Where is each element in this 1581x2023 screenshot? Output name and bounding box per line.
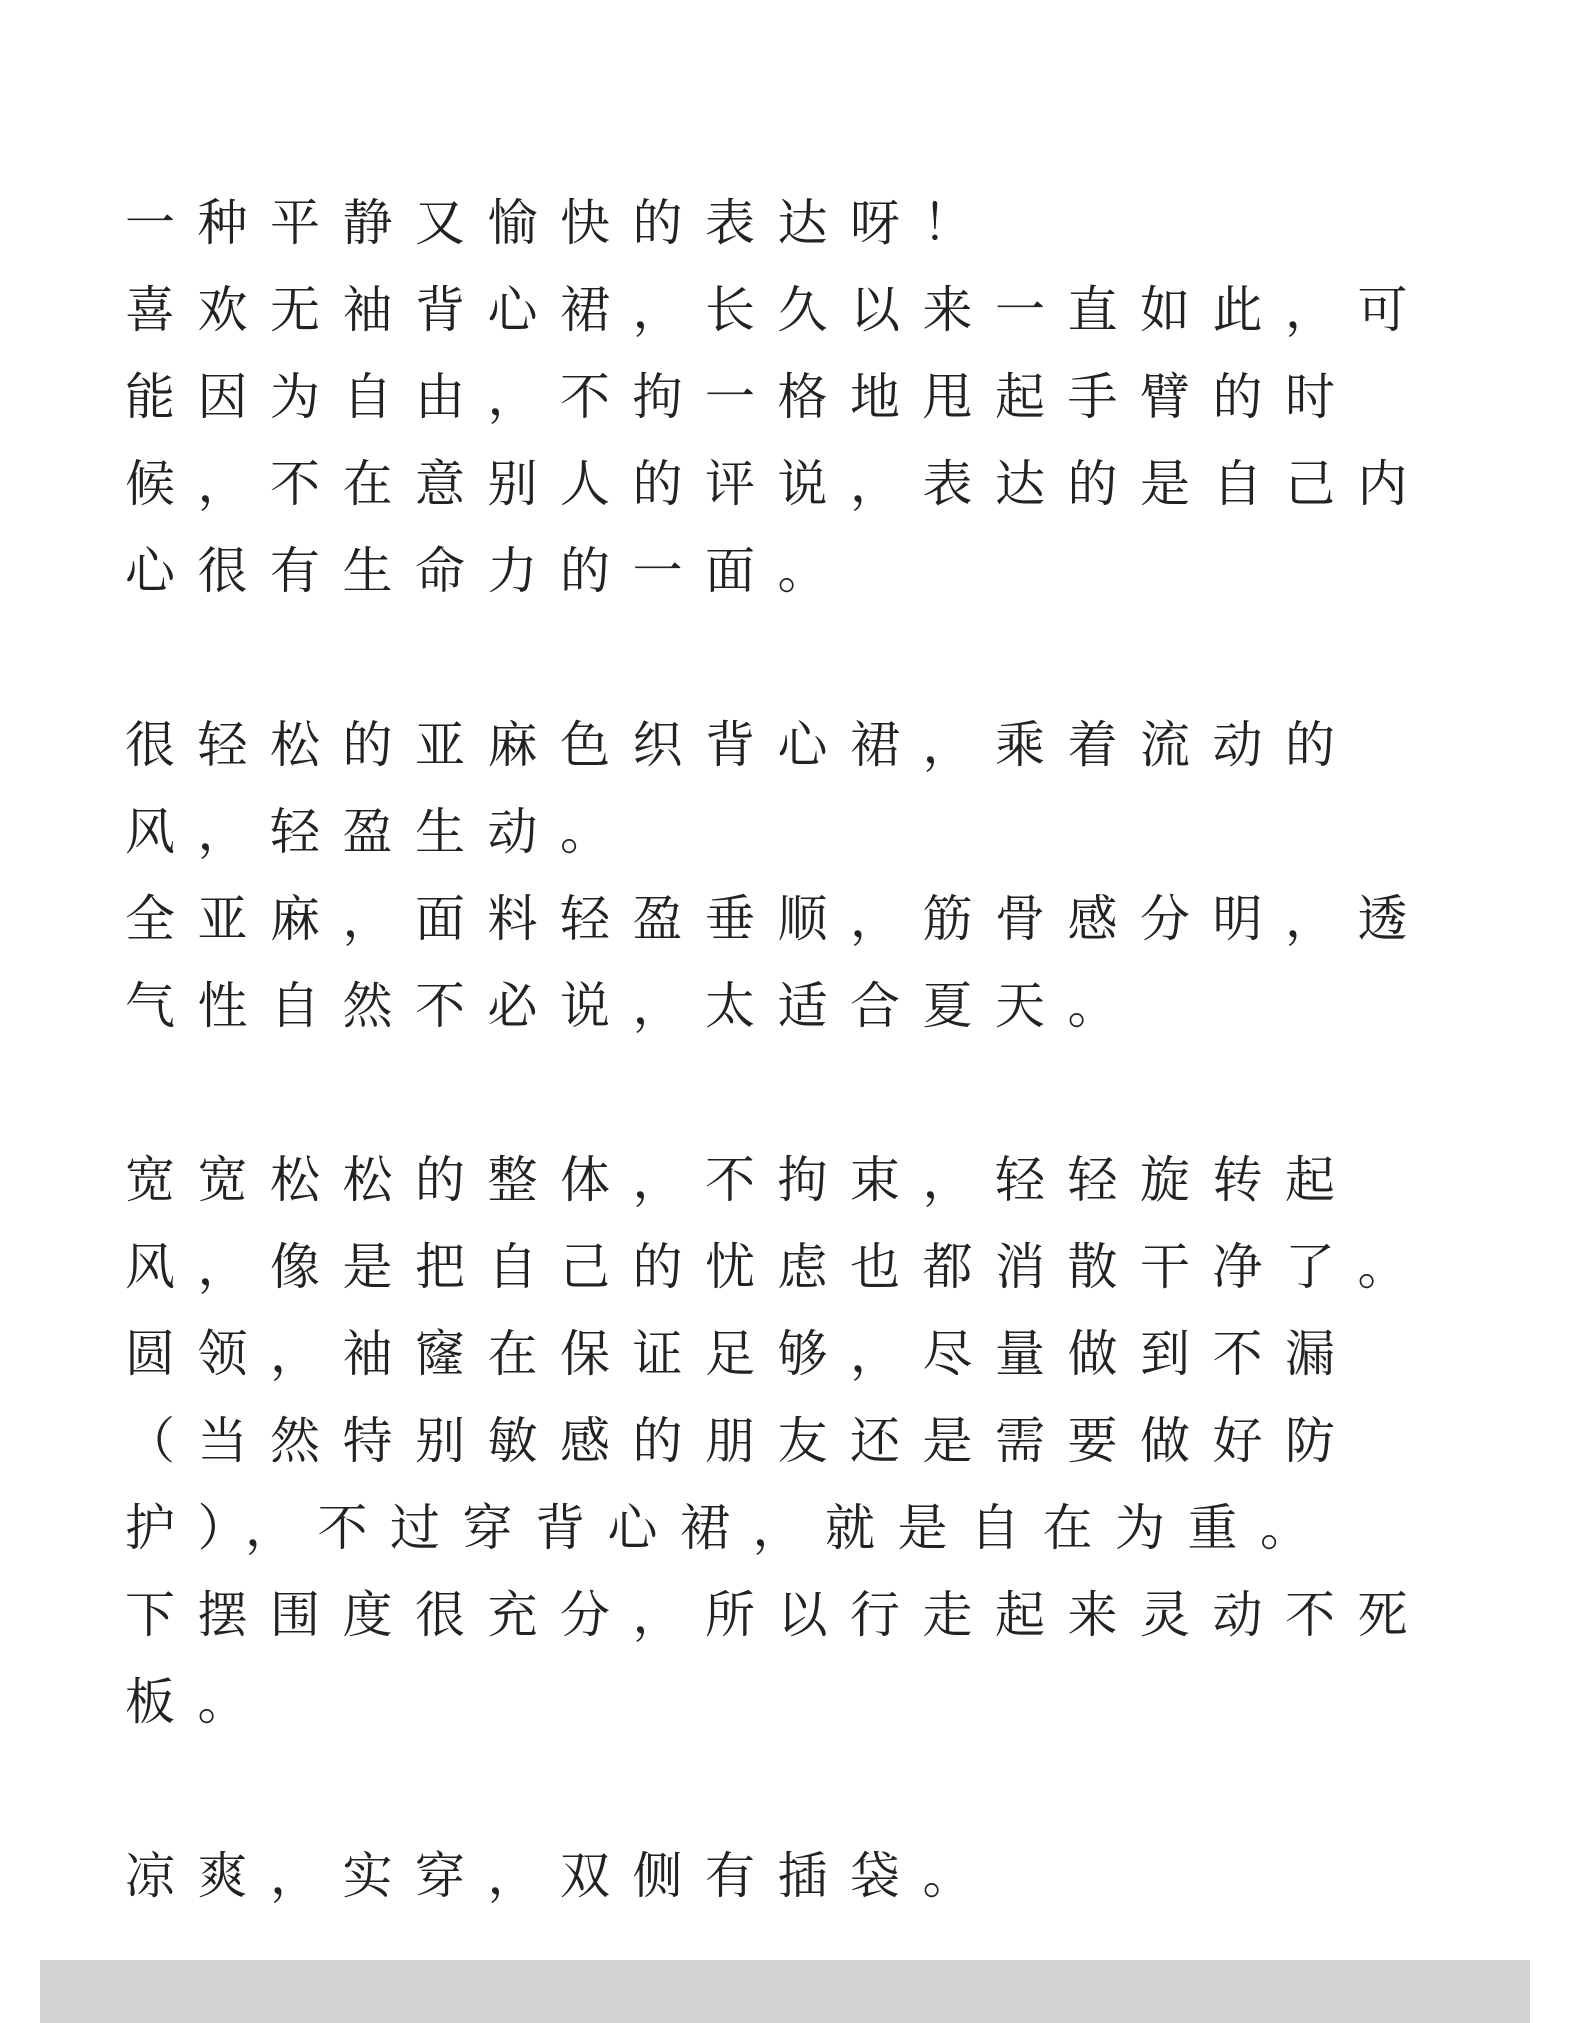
- paragraph-line: 圆领，袖窿在保证足够，尽量做到不漏（当然特别敏感的朋友还是需要做好防护），不过穿背心裙，就是自在为重。: [125, 1325, 1358, 1557]
- paragraph-line: 凉爽，实穿，双侧有插袋。: [125, 1847, 995, 1905]
- paragraph-line: 下摆围度很充分，所以行走起来灵动不死板。: [125, 1586, 1430, 1731]
- photo-top-edge: [40, 1960, 1530, 2023]
- paragraph-line: 喜欢无袖背心裙，长久以来一直如此，可能因为自由，不拘一格地甩起手臂的时候，不在意别人的评说，表达的是自己内心很有生命力的一面。: [125, 281, 1430, 600]
- paragraph-line: 一种平静又愉快的表达呀！: [125, 194, 995, 252]
- paragraph-line: 宽宽松松的整体，不拘束，轻轻旋转起风，像是把自己的忧虑也都消散干净了。: [125, 1151, 1430, 1296]
- paragraph-line: 很轻松的亚麻色织背心裙，乘着流动的风，轻盈生动。: [125, 716, 1358, 861]
- paragraph-gap: [125, 615, 1455, 702]
- paragraph-line: 全亚麻，面料轻盈垂顺，筋骨感分明，透气性自然不必说，太适合夏天。: [125, 890, 1430, 1035]
- article-text: [125, 180, 1455, 1920]
- paragraph-gap: [125, 1746, 1455, 1833]
- paragraph-gap: [125, 1050, 1455, 1137]
